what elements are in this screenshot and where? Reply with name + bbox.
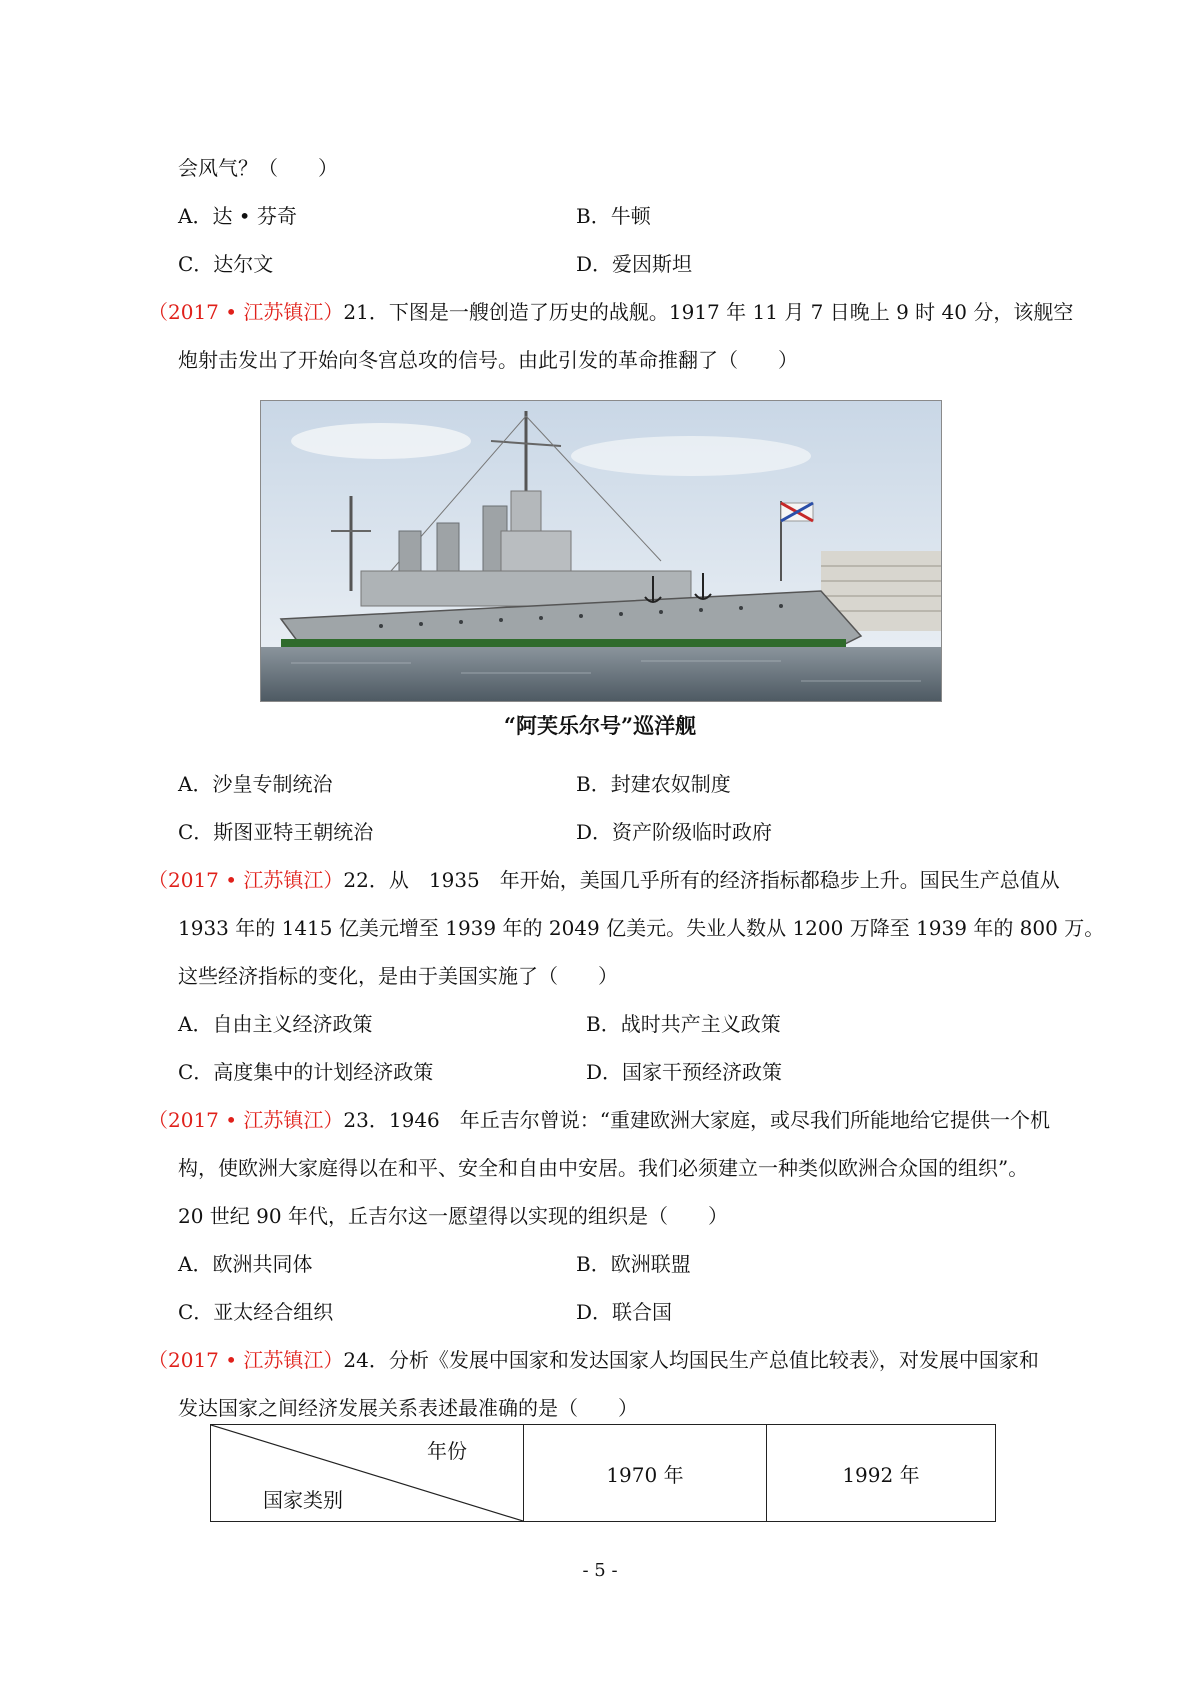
q23-text-1: 23．1946 年丘吉尔曾说：“重建欧洲大家庭，或尽我们所能地给它提供一个机 xyxy=(343,1108,1050,1132)
q22-stem-line1 xyxy=(148,866,1060,894)
q21-option-d: D．资产阶级临时政府 xyxy=(576,820,773,844)
q22-option-a: A．自由主义经济政策 xyxy=(178,1012,373,1036)
q20-option-a: A．达 • 芬奇 xyxy=(178,204,297,228)
gnp-comparison-table xyxy=(210,1424,996,1522)
q22-source: （2017 • 江苏镇江） xyxy=(148,868,344,892)
q20-option-c: C．达尔文 xyxy=(178,252,274,276)
q21-source: （2017 • 江苏镇江） xyxy=(148,300,344,324)
q23-source: （2017 • 江苏镇江） xyxy=(148,1108,344,1132)
diagonal-line xyxy=(211,1425,523,1521)
q21-option-c: C．斯图亚特王朝统治 xyxy=(178,820,374,844)
q24-text-1: 24．分析《发展中国家和发达国家人均国民生产总值比较表》，对发展中国家和 xyxy=(343,1348,1039,1372)
page-number: - 5 - xyxy=(582,1560,618,1581)
q23-option-b: B．欧洲联盟 xyxy=(576,1252,691,1276)
q20-option-d: D．爱因斯坦 xyxy=(576,252,693,276)
header-country-type: 国家类别 xyxy=(263,1488,343,1512)
q23-option-a: A．欧洲共同体 xyxy=(178,1252,313,1276)
q23-stem-line2: 构，使欧洲大家庭得以在和平、安全和自由中安居。我们必须建立一种类似欧洲合众国的组织”。 xyxy=(178,1156,1029,1180)
q23-option-c: C．亚太经合组织 xyxy=(178,1300,334,1324)
q22-option-c: C．高度集中的计划经济政策 xyxy=(178,1060,434,1084)
q23-option-d: D．联合国 xyxy=(576,1300,673,1324)
figure-caption: “阿芙乐尔号”巡洋舰 xyxy=(503,713,697,738)
header-year: 年份 xyxy=(427,1439,467,1463)
q22-text-1: 22．从 1935 年开始，美国几乎所有的经济指标都稳步上升。国民生产总值从 xyxy=(343,868,1060,892)
q20-stem-tail: 会风气？（ ） xyxy=(178,156,338,180)
q24-stem-line1 xyxy=(148,1346,1039,1374)
q23-stem-line1 xyxy=(148,1106,1050,1134)
table-diagonal-header xyxy=(211,1425,524,1522)
q24-source: （2017 • 江苏镇江） xyxy=(148,1348,344,1372)
q22-option-b: B．战时共产主义政策 xyxy=(586,1012,781,1036)
q23-stem-line3: 20 世纪 90 年代，丘吉尔这一愿望得以实现的组织是（ ） xyxy=(178,1204,728,1228)
q21-stem-line2: 炮射击发出了开始向冬宫总攻的信号。由此引发的革命推翻了（ ） xyxy=(178,348,798,372)
aurora-cruiser-photo xyxy=(260,400,942,702)
q21-option-a: A．沙皇专制统治 xyxy=(178,772,333,796)
q24-stem-line2: 发达国家之间经济发展关系表述最准确的是（ ） xyxy=(178,1396,638,1420)
q22-option-d: D．国家干预经济政策 xyxy=(586,1060,783,1084)
q21-option-b: B．封建农奴制度 xyxy=(576,772,731,796)
header-1970: 1970 年 xyxy=(524,1425,767,1522)
header-1992: 1992 年 xyxy=(766,1425,995,1522)
q22-stem-line2: 1933 年的 1415 亿美元增至 1939 年的 2049 亿美元。失业人数从 1200 万降至 1939 年的 800 万。 xyxy=(178,916,1105,940)
q21-stem-line1 xyxy=(148,298,1073,326)
cruiser-illustration xyxy=(261,401,941,701)
q21-text-1: 21．下图是一艘创造了历史的战舰。1917 年 11 月 7 日晚上 9 时 40 分，该舰空 xyxy=(343,300,1074,324)
q22-stem-line3: 这些经济指标的变化，是由于美国实施了（ ） xyxy=(178,964,618,988)
q20-option-b: B．牛顿 xyxy=(576,204,651,228)
